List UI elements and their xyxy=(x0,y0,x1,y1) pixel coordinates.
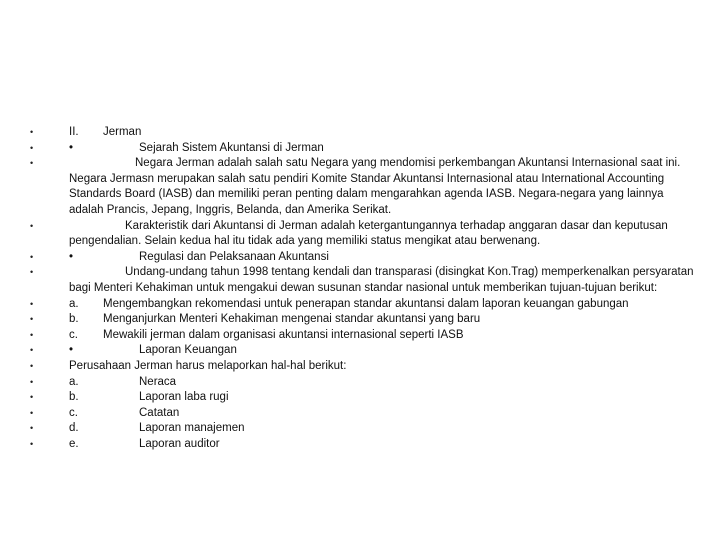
item-marker: • xyxy=(69,250,74,263)
list-item xyxy=(30,250,696,266)
item-text: Catatan xyxy=(139,406,180,419)
list-item xyxy=(30,297,696,313)
list-item xyxy=(30,156,696,218)
list-item xyxy=(30,219,696,250)
item-text: Perusahaan Jerman harus melaporkan hal-hal berikut: xyxy=(69,359,347,372)
item-text: Jerman xyxy=(103,126,142,138)
item-text: Laporan manajemen xyxy=(139,422,245,435)
item-text: Menganjurkan Menteri Kehakiman mengenai standar akuntansi yang baru xyxy=(103,313,481,326)
item-text: Laporan laba rugi xyxy=(139,391,229,404)
list-item xyxy=(30,437,696,453)
item-text: Mewakili jerman dalam organisasi akuntansi internasional seperti IASB xyxy=(103,328,464,341)
item-marker: b. xyxy=(69,313,79,326)
item-marker: a. xyxy=(69,297,79,310)
item-text: Karakteristik dari Akuntansi di Jerman adalah ketergantungannya terhadap anggaran dasar dan keputusan pengendalian. Selain kedua hal itu tidak ada yang memiliki status mengikat atau berwenang. xyxy=(69,219,668,248)
list-item xyxy=(30,343,696,359)
list-item xyxy=(30,141,696,157)
item-marker: • xyxy=(69,344,74,357)
item-text: Negara Jerman adalah salah satu Negara yang mendomisi perkembangan Akuntansi Internasional saat ini. Negara Jermasn merupakan salah satu pendiri Komite Standar Akuntansi Internasional atau International Accounting Standards Board (IASB) dan memiliki peran penting dalam mengarahkan agenda IASB. Negara-negara yang lainnya adalah Prancis, Jepang, Inggris, Belanda, dan Amerika Serikat. xyxy=(69,157,681,216)
list-item xyxy=(30,359,696,375)
item-marker: c. xyxy=(69,328,78,341)
item-text: Laporan auditor xyxy=(139,437,220,450)
item-marker: e. xyxy=(69,437,79,450)
list-item xyxy=(30,265,696,296)
item-marker: c. xyxy=(69,406,78,419)
list-item xyxy=(30,328,696,344)
list-item xyxy=(30,312,696,328)
item-marker: • xyxy=(69,141,74,154)
item-marker: a. xyxy=(69,375,79,388)
item-text: Undang-undang tahun 1998 tentang kendali dan transparasi (disingkat Kon.Trag) memperkenalkan persyaratan bagi Menteri Kehakiman untuk mengakui dewan susunan standar nasional untuk memberikan tujuan-tujuan berikut: xyxy=(69,266,694,294)
bullet-list xyxy=(30,125,696,452)
item-text: Sejarah Sistem Akuntansi di Jerman xyxy=(139,141,324,154)
item-marker: d. xyxy=(69,422,79,435)
list-item xyxy=(30,406,696,422)
item-text: Mengembangkan rekomendasi untuk penerapan standar akuntansi dalam laporan keuangan gabungan xyxy=(103,297,629,310)
item-text: Neraca xyxy=(139,375,177,388)
item-text: Regulasi dan Pelaksanaan Akuntansi xyxy=(139,250,329,263)
item-marker: II. xyxy=(69,126,79,138)
list-item xyxy=(30,125,696,141)
list-item xyxy=(30,375,696,391)
item-text: Laporan Keuangan xyxy=(139,344,237,357)
list-item xyxy=(30,390,696,406)
list-item xyxy=(30,421,696,437)
item-marker: b. xyxy=(69,391,79,404)
